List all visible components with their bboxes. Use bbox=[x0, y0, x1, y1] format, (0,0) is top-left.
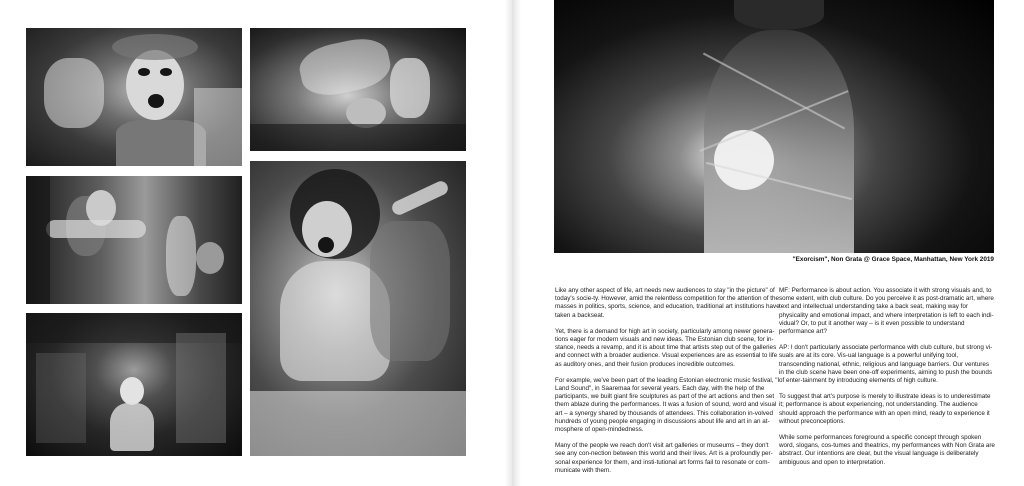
text-column-left bbox=[555, 287, 780, 483]
photo-performer-splashed bbox=[250, 161, 466, 456]
paragraph: Yet, there is a demand for high art in society, particularly among newer genera-tions eager for modern visuals and new ideas. The Estonian club scene, for in-stance, needs a revamp, and it is about time that artists step out of the galleries and connect with a broader audience. Visual experiences are as essential to life as auditory ones, and their fusion produces incredible outcomes. bbox=[555, 327, 778, 368]
photo-performer-in-dark-room bbox=[26, 313, 242, 456]
paragraph: Like any other aspect of life, art needs new audiences to stay "in the picture" of today's socie-ty. However, amid the relentless competition for the attention of the masses in politics, sports, science, and education, traditional art institutions have taken a backseat. bbox=[555, 287, 780, 319]
paragraph: For example, we've been part of the leading Estonian electronic music festival, "I Land Sound", in Saaremaa for several years. Each day, with the help of the participants, we built giant fire sculptures as part of the art actions and then set them ablaze during the performances. It was a fusion of sound, word and visual art – a synergy shared by thousands of attendees. This collaboration in-volved hundreds of young people engaging in discussions about life and art in an at-mosphere of open-mindedness. bbox=[555, 376, 780, 434]
photo-performer-face-closeup bbox=[26, 28, 242, 166]
paragraph: To suggest that art's purpose is merely to illustrate ideas is to underestimate it; performance is about experiencing, not understanding. The audience should approach the performance with an open mind, ready to experience it without preconceptions. bbox=[779, 393, 991, 425]
photo-exorcism-performance bbox=[554, 0, 994, 253]
text-column-right bbox=[779, 287, 995, 475]
photo-performer-drinking bbox=[26, 176, 242, 304]
paragraph: While some performances foreground a specific concept through spoken word, slogans, cos-tumes and theatrics, my performances with Non Grata are abstract. Our intentions are clear, but the visual language is deliberately ambiguous and open to interpretation. bbox=[779, 434, 995, 466]
photo-performers-on-floor bbox=[250, 28, 466, 151]
paragraph: MF: Performance is about action. You associate it with strong visuals and, to some extent, with club culture. Do you perceive it as post-dramatic art, where text and intellectual understanding take a back seat, making way for physicality and emotional impact, and where interpretation is left to each indi-vidual? Or, to put it another way – is it even possible to understand performance art? bbox=[779, 287, 994, 336]
paragraph: AP: I don't particularly associate performance with club culture, but strong vi-suals are at its core. Vis-ual language is a powerful unifying tool, transcending national, ethnic, religious and language barriers. Our ventures in the club scene have been one-off experiments, aiming to push the bounds of enter-tainment by introducing elements of high culture. bbox=[779, 344, 993, 385]
book-gutter bbox=[505, 0, 521, 486]
paragraph: Many of the people we reach don't visit art galleries or museums – they don't see any con-nection between this world and their lives. Art is a profoundly per-sonal experience for them, and insti-tutional art forms fail to resonate or com-municate with them. bbox=[555, 442, 773, 474]
photo-caption: "Exorcism", Non Grata @ Grace Space, Manhattan, New York 2019 bbox=[792, 256, 994, 263]
